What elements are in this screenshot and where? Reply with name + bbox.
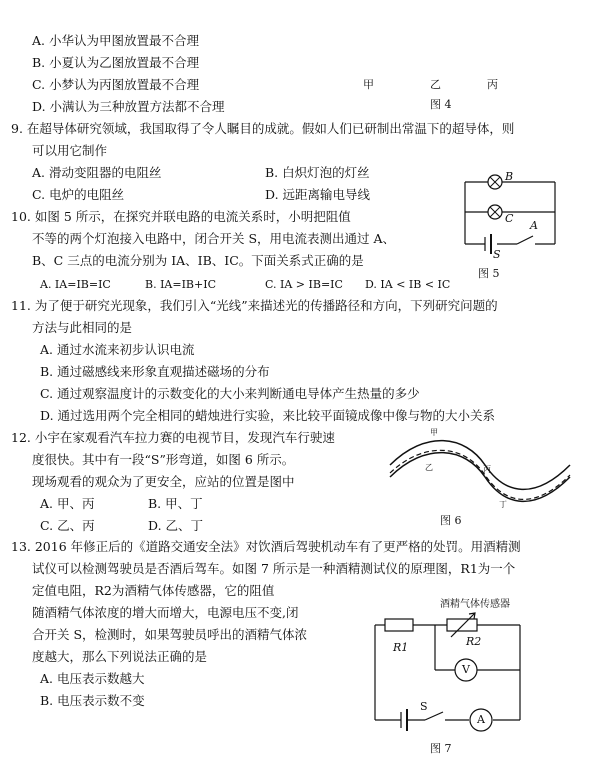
- fig5-label-b: B: [505, 170, 514, 183]
- q9-stem-1: 9. 在超导体研究领域，我国取得了令人瞩目的成就。假如人们已研制出常温下的超导体，则: [11, 121, 515, 136]
- fig5-label-s: S: [493, 248, 501, 261]
- q9-option-b: B. 白炽灯泡的灯丝: [265, 165, 370, 180]
- q11-option-c: C. 通过观察温度计的示数变化的大小来判断通电导体产生热量的多少: [40, 386, 420, 401]
- fig7-label-a: A: [477, 713, 485, 726]
- q10-stem-2: 不等的两个灯泡接入电路中，闭合开关 S，用电流表测出通过 A、: [32, 231, 396, 246]
- fig6-s-road: [385, 425, 575, 515]
- q11-option-d: D. 通过选用两个完全相同的蜡烛进行实验，来比较平面镜成像中像与物的大小关系: [40, 408, 496, 423]
- fig4-caption: 图 4: [430, 98, 452, 111]
- q9-option-d: D. 远距离输电导线: [265, 187, 371, 202]
- fig4-label-jia: 甲: [363, 78, 374, 91]
- q13-stem-5: 合开关 S，检测时，如果驾驶员呼出的酒精气体浓: [32, 627, 308, 642]
- fig6-label-ding: 丁: [499, 500, 507, 509]
- q10-option-a: A. IA=IB=IC: [40, 278, 111, 291]
- q13-stem-1: 13. 2016 年修正后的《道路交通安全法》对饮酒后驾驶机动车有了更严格的处罚。用酒精测: [11, 539, 521, 554]
- fig4-label-yi: 乙: [430, 78, 441, 91]
- q10-option-b: B. IA=IB+IC: [145, 278, 216, 291]
- fig7-circuit: [365, 605, 530, 735]
- q11-stem-1: 11. 为了便于研究光现象，我们引入“光线”来描述光的传播路径和方向，下列研究问题的: [11, 298, 498, 313]
- q12-option-a: A. 甲、丙: [40, 496, 95, 511]
- fig5-label-a: A: [530, 219, 538, 232]
- fig7-caption: 图 7: [430, 742, 452, 755]
- q13-stem-6: 度越大，那么下列说法正确的是: [32, 649, 208, 664]
- fig7-label-v: V: [462, 663, 470, 676]
- q12-option-d: D. 乙、丁: [148, 518, 204, 533]
- fig6-caption: 图 6: [440, 514, 462, 527]
- fig7-label-r1: R1: [393, 641, 409, 654]
- q13-option-b: B. 电压表示数不变: [40, 693, 145, 708]
- q9-option-a: A. 滑动变阻器的电阻丝: [32, 165, 162, 180]
- q13-stem-3: 定值电阻，R2为酒精气体传感器，它的阻值: [32, 583, 275, 598]
- lamp-b-icon: [488, 175, 502, 189]
- fig7-label-s: S: [420, 700, 428, 713]
- q8-option-a: A. 小华认为甲图放置最不合理: [32, 33, 199, 48]
- q11-stem-2: 方法与此相同的是: [32, 320, 133, 335]
- q8-option-b: B. 小夏认为乙图放置最不合理: [32, 55, 200, 70]
- q11-option-a: A. 通过水流来初步认识电流: [40, 342, 195, 357]
- fig5-caption: 图 5: [478, 267, 500, 280]
- q12-stem-3: 现场观看的观众为了更安全，应站的位置是图中: [32, 474, 295, 489]
- fig4-label-bing: 丙: [487, 78, 498, 91]
- fig6-label-jia: 甲: [430, 428, 438, 437]
- q10-option-d: D. IA < IB < IC: [365, 278, 451, 291]
- q10-stem-3: B、C 三点的电流分别为 IA、IB、IC。下面关系式正确的是: [32, 253, 364, 268]
- q12-option-c: C. 乙、丙: [40, 518, 95, 533]
- fig7-label-r2: R2: [466, 635, 482, 648]
- q12-option-b: B. 甲、丁: [148, 496, 203, 511]
- q10-option-c: C. IA > IB=IC: [265, 278, 343, 291]
- q12-stem-1: 12. 小宇在家观看汽车拉力赛的电视节目，发现汽车行驶速: [11, 430, 335, 445]
- fig5-label-c: C: [505, 212, 514, 225]
- q9-option-c: C. 电炉的电阻丝: [32, 187, 125, 202]
- fig6-label-yi: 乙: [425, 463, 433, 472]
- q13-stem-2: 试仪可以检测驾驶员是否酒后驾车。如图 7 所示是一种酒精测试仪的原理图，R1为一个: [32, 561, 516, 576]
- lamp-c-icon: [488, 205, 502, 219]
- fig6-label-bing: 丙: [483, 465, 491, 474]
- q13-option-a: A. 电压表示数越大: [40, 671, 145, 686]
- q8-option-d: D. 小满认为三种放置方法都不合理: [32, 99, 225, 114]
- q13-stem-4: 随酒精气体浓度的增大而增大，电源电压不变,闭: [32, 605, 299, 620]
- q11-option-b: B. 通过磁感线来形象直观描述磁场的分布: [40, 364, 270, 379]
- fig7-sensor-label: 酒精气体传感器: [440, 599, 510, 610]
- q10-stem-1: 10. 如图 5 所示，在探究并联电路的电流关系时，小明把阻值: [11, 209, 351, 224]
- q12-stem-2: 度很快。其中有一段“S”形弯道，如图 6 所示。: [32, 452, 295, 467]
- q8-option-c: C. 小梦认为丙图放置最不合理: [32, 77, 200, 92]
- q9-stem-2: 可以用它制作: [32, 143, 108, 158]
